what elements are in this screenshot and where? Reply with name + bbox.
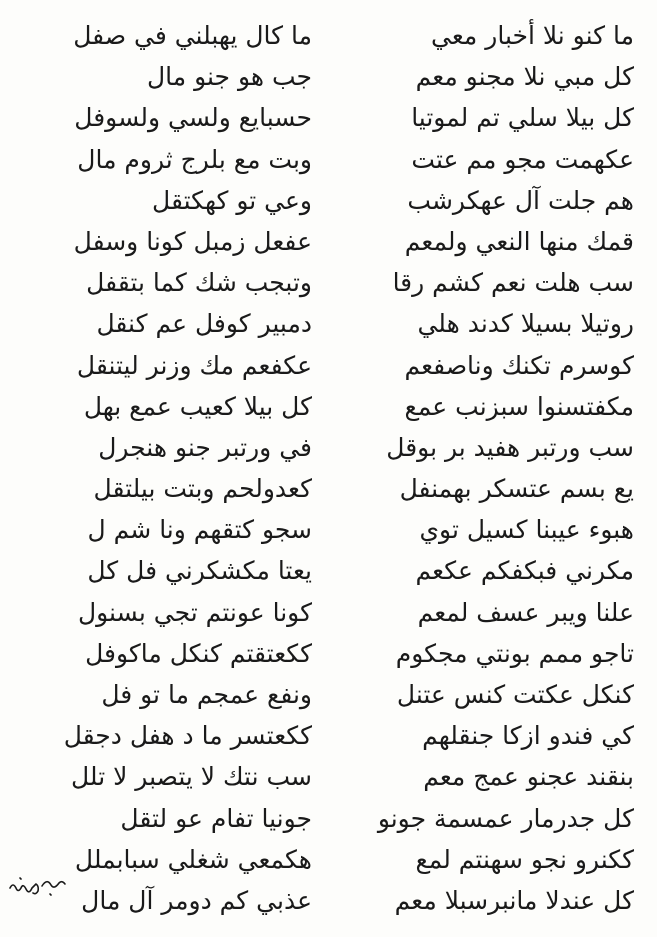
verse-left-hemistich: سب نتك لا يتصبر لا تلل bbox=[70, 762, 312, 792]
verse-line bbox=[22, 16, 642, 57]
verse-line bbox=[22, 304, 642, 345]
verse-right-hemistich: كي فندو ازكا جنقلهم bbox=[422, 721, 634, 751]
verse-left-hemistich: ونفع عمجم ما تو فل bbox=[101, 680, 312, 709]
verse-right-hemistich: كنكل عكتت كنس عتنل bbox=[396, 680, 634, 709]
verse-left-hemistich: كعدولحم وبتت بيلتقل bbox=[93, 474, 312, 504]
verse-left-hemistich: عكفعم مك وزنر ليتنقل bbox=[76, 350, 312, 380]
verse-left-hemistich: سجو كتقهم ونا شم ل bbox=[87, 515, 312, 545]
verse-left-hemistich: دمبير كوفل عم كنقل bbox=[96, 309, 312, 339]
verse-line bbox=[22, 140, 642, 181]
verse-right-hemistich: تاجو ممم بونتي مجكوم bbox=[395, 638, 634, 668]
verse-right-hemistich: هم جلت آل عهكرشب bbox=[407, 185, 634, 215]
verse-left-hemistich: كونا عونتم تجي بسنول bbox=[77, 597, 312, 627]
verse-line bbox=[22, 881, 642, 922]
verse-right-hemistich: سب ورتبر هفيد بر بوقل bbox=[386, 432, 634, 462]
verse-right-hemistich: مكفتسنوا سبزنب عمع bbox=[404, 391, 634, 421]
verse-line bbox=[22, 593, 642, 634]
verse-line bbox=[22, 551, 642, 592]
verse-right-hemistich: مكرني فبكفكم عكعم bbox=[415, 556, 634, 586]
verse-left-hemistich: جونيا تفام عو لتقل bbox=[120, 803, 312, 833]
verse-left-hemistich: وبت مع بلرج ثروم مال bbox=[77, 144, 312, 174]
verse-left-hemistich: حسبايع ولسي ولسوفل bbox=[74, 103, 312, 133]
verse-right-hemistich: ما كنو نلا أخبار معي bbox=[431, 21, 634, 50]
verse-left-hemistich: هكمعي شغلي سبابملل bbox=[74, 844, 312, 874]
verse-line bbox=[22, 675, 642, 716]
verse-right-hemistich: بنقند عجنو عمج معم bbox=[423, 762, 634, 792]
verse-right-hemistich: يع بسم عتسكر بهمنفل bbox=[399, 474, 634, 504]
verse-line bbox=[22, 387, 642, 428]
verse-line bbox=[22, 263, 642, 304]
verse-right-hemistich: كل مبي نلا مجنو معم bbox=[415, 62, 634, 92]
verse-left-hemistich: جب هو جنو مال bbox=[146, 62, 312, 92]
verse-line bbox=[22, 469, 642, 510]
verse-left-hemistich: وتبجب شك كما بتقفل bbox=[86, 268, 312, 298]
verse-left-hemistich: يعتا مكشكرني فل كل bbox=[87, 556, 312, 586]
verse-line bbox=[22, 840, 642, 881]
verse-left-hemistich: ككعتقتم كنكل ماكوفل bbox=[85, 638, 312, 668]
verse-left-hemistich: وعي تو كهكتقل bbox=[152, 185, 312, 215]
verse-line bbox=[22, 98, 642, 139]
verse-line bbox=[22, 428, 642, 469]
verse-line bbox=[22, 57, 642, 98]
verse-right-hemistich: ككنرو نجو سهنتم لمع bbox=[415, 844, 634, 874]
verse-right-hemistich: عكهمت مجو مم عتت bbox=[411, 144, 634, 174]
verse-line bbox=[22, 634, 642, 675]
verse-line bbox=[22, 510, 642, 551]
signature-mark bbox=[6, 872, 68, 902]
verse-right-hemistich: كل جدرمار عمسمة جونو bbox=[377, 803, 634, 833]
verse-right-hemistich: روتيلا بسيلا كدند هلي bbox=[417, 309, 634, 339]
verse-right-hemistich: هبوء عيبنا كسيل توي bbox=[419, 515, 634, 545]
verse-line bbox=[22, 222, 642, 263]
verse-line bbox=[22, 181, 642, 222]
verse-left-hemistich: في ورتبر جنو هنجرل bbox=[98, 432, 312, 462]
verse-left-hemistich: كل بيلا كعيب عمع بهل bbox=[83, 391, 312, 421]
verse-right-hemistich: كل بيلا سلي تم لموتيا bbox=[411, 103, 634, 133]
verse-list bbox=[22, 16, 642, 922]
verse-right-hemistich: علنا ويبر عسف لمعم bbox=[417, 597, 634, 627]
verse-left-hemistich: ككعتسر ما د هفل دجقل bbox=[63, 721, 312, 751]
verse-line bbox=[22, 799, 642, 840]
verse-line bbox=[22, 757, 642, 798]
verse-left-hemistich: عذبي كم دومر آل مال bbox=[81, 885, 312, 915]
verse-left-hemistich: عفعل زمبل كونا وسفل bbox=[73, 226, 312, 256]
verse-line bbox=[22, 716, 642, 757]
verse-right-hemistich: قمك منها النعي ولمعم bbox=[404, 226, 634, 256]
verse-left-hemistich: ما كال يهبلني في صفل bbox=[73, 21, 312, 50]
verse-right-hemistich: سب هلت نعم كشم رقا bbox=[392, 268, 634, 298]
verse-right-hemistich: كوسرم تكنك وناصفعم bbox=[404, 350, 634, 380]
verse-line bbox=[22, 346, 642, 387]
verse-right-hemistich: كل عندلا مانبرسبلا معم bbox=[394, 885, 634, 915]
